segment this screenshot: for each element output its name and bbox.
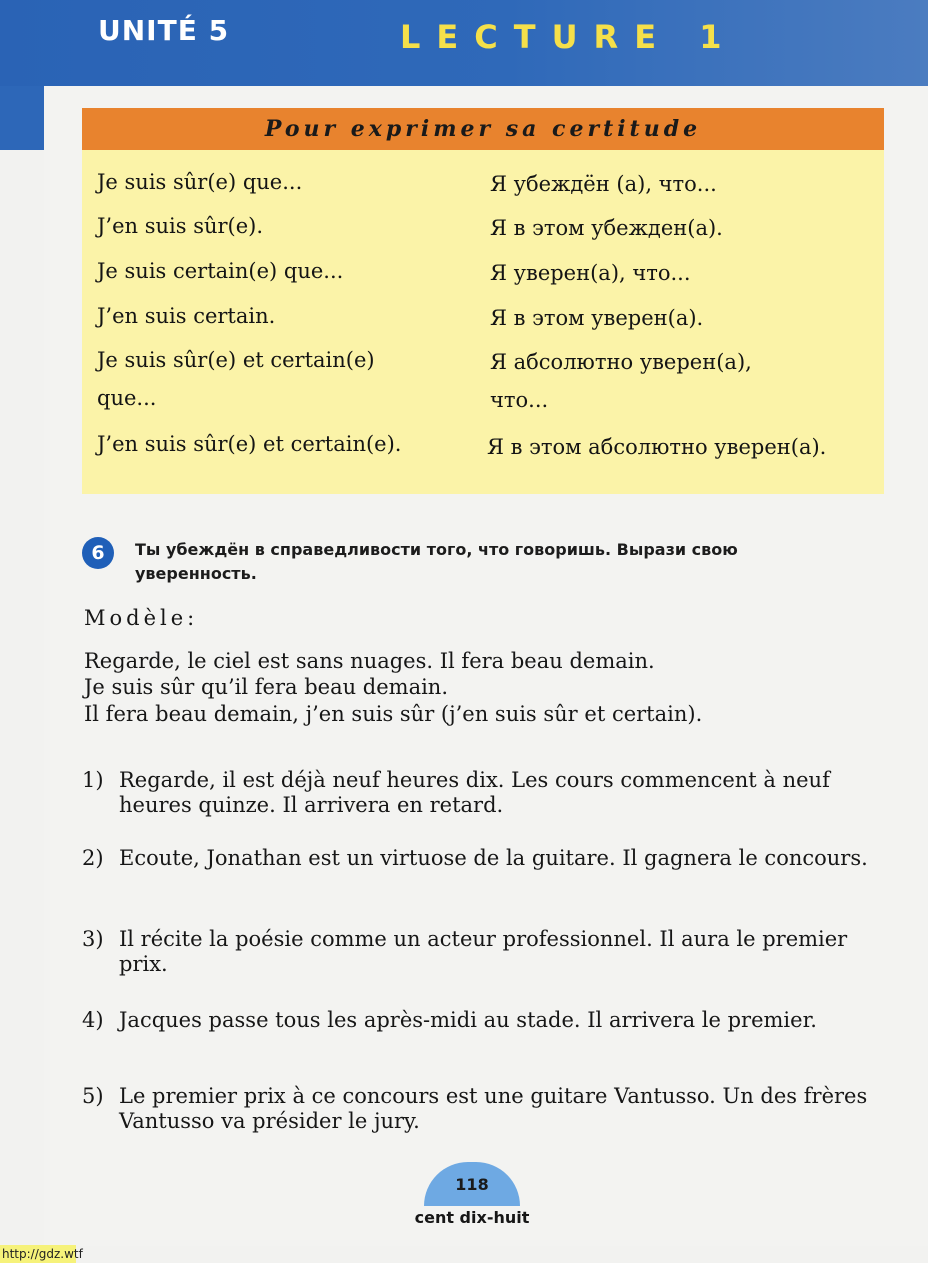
page-number: 118	[424, 1162, 520, 1206]
item-number: 5)	[82, 1084, 104, 1108]
item-number: 2)	[82, 846, 104, 870]
item-number: 4)	[82, 1008, 104, 1032]
phrase-fr: J’en suis sûr(e).	[97, 214, 264, 238]
watermark: http://gdz.wtf	[2, 1247, 83, 1261]
exercise-number-badge: 6	[82, 537, 114, 569]
phrase-ru: Я уверен(а), что...	[490, 261, 691, 285]
item-number: 1)	[82, 768, 104, 792]
page-number-words: cent dix-huit	[414, 1208, 530, 1227]
item-number: 3)	[82, 927, 104, 951]
phrase-ru: Я убеждён (а), что...	[490, 172, 717, 196]
phrase-fr: Je suis certain(e) que...	[97, 259, 344, 283]
phrase-fr: Je suis sûr(e) que...	[97, 170, 303, 194]
phrase-ru: что...	[490, 388, 549, 412]
model-line: Regarde, le ciel est sans nuages. Il fera beau demain.	[84, 649, 655, 673]
model-line: Je suis sûr qu’il fera beau demain.	[84, 675, 449, 699]
phrase-ru: Я в этом абсолютно уверен(а).	[487, 435, 827, 459]
model-label: Modèle:	[84, 606, 199, 630]
side-band	[0, 86, 44, 150]
item-text: Regarde, il est déjà neuf heures dix. Les cours commencent à neuf heures quinze. Il arrivera en retard.	[119, 768, 830, 817]
item-text: Jacques passe tous les après-midi au stade. Il arrivera le premier.	[119, 1008, 817, 1032]
phrase-ru: Я в этом уверен(а).	[490, 306, 704, 330]
model-line: Il fera beau demain, j’en suis sûr (j’en suis sûr et certain).	[84, 702, 703, 726]
phrase-ru: Я в этом убежден(а).	[490, 216, 723, 240]
item-text: Ecoute, Jonathan est un virtuose de la guitare. Il gagnera le concours.	[119, 846, 868, 870]
phrase-ru: Я абсолютно уверен(а),	[490, 350, 752, 374]
item-text: Le premier prix à ce concours est une guitare Vantusso. Un des frères Vantusso va présider le jury.	[119, 1084, 868, 1133]
phrase-box-title: Pour exprimer sa certitude	[82, 108, 884, 150]
unit-label: UNITÉ 5	[98, 14, 230, 47]
item-text: Il récite la poésie comme un acteur professionnel. Il aura le premier prix.	[119, 927, 848, 976]
phrase-fr: J’en suis sûr(e) et certain(e).	[97, 432, 402, 456]
phrase-fr: que...	[97, 386, 157, 410]
section-title: LECTURE 1	[400, 18, 738, 56]
exercise-instruction: Ты убеждён в справедливости того, что говоришь. Вырази свою уверенность.	[135, 540, 738, 583]
phrase-fr: J’en suis certain.	[97, 304, 276, 328]
phrase-fr: Je suis sûr(e) et certain(e)	[97, 348, 375, 372]
